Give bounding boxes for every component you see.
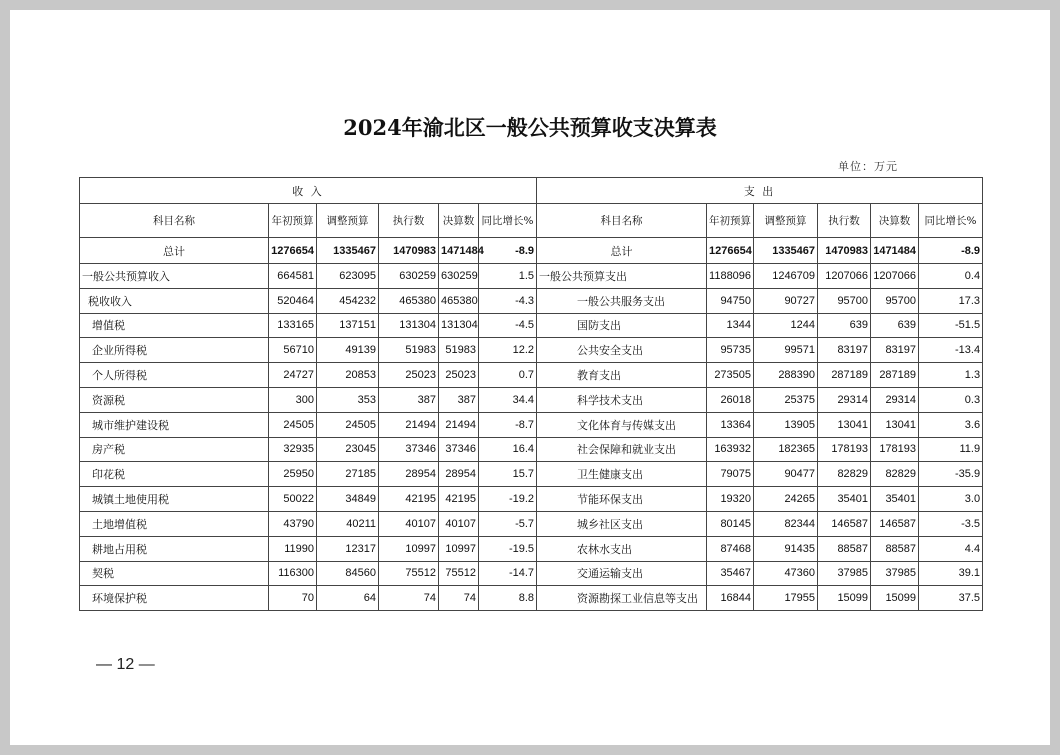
table-row [80,487,983,512]
unit-label: 单位：万元 [838,160,898,173]
income-value-cell: 1471484 [439,238,479,264]
expense-value-cell: 39.1 [919,561,983,586]
income-item-name: 契税 [80,561,269,586]
income-value-cell: 51983 [439,338,479,363]
income-value-cell: 34849 [317,487,379,512]
income-value-cell: 42195 [379,487,439,512]
expense-value-cell: 17.3 [919,288,983,313]
income-value-cell: 387 [379,387,439,412]
expense-value-cell: 83197 [871,338,919,363]
expense-value-cell: 37985 [871,561,919,586]
expense-value-cell: 13041 [818,412,871,437]
income-value-cell: 25023 [439,363,479,388]
expense-item-name: 社会保障和就业支出 [537,437,707,462]
income-value-cell: 49139 [317,338,379,363]
expense-value-cell: -8.9 [919,238,983,264]
income-value-cell: 40211 [317,511,379,536]
expense-value-cell: 83197 [818,338,871,363]
expense-value-cell: 82829 [871,462,919,487]
expense-value-cell: 88587 [818,536,871,561]
expense-value-cell: 1.3 [919,363,983,388]
table-row [80,288,983,313]
expense-value-cell: 87468 [707,536,754,561]
income-value-cell: 454232 [317,288,379,313]
table-row [80,387,983,412]
expense-value-cell: 95700 [818,288,871,313]
expense-value-cell: 29314 [871,387,919,412]
column-header: 科目名称 [80,204,269,238]
income-value-cell: 520464 [269,288,317,313]
income-value-cell: 300 [269,387,317,412]
expense-value-cell: 3.6 [919,412,983,437]
expense-section-header: 支 出 [537,178,983,204]
income-value-cell: 21494 [439,412,479,437]
income-value-cell: 37346 [439,437,479,462]
expense-value-cell: 26018 [707,387,754,412]
income-item-name: 房产税 [80,437,269,462]
page-number: — 12 — [96,656,155,673]
expense-value-cell: 163932 [707,437,754,462]
income-value-cell: 37346 [379,437,439,462]
table-row [80,238,983,264]
expense-item-name: 国防支出 [537,313,707,338]
income-value-cell: 1470983 [379,238,439,264]
income-value-cell: 12.2 [479,338,537,363]
income-value-cell: 387 [439,387,479,412]
expense-value-cell: 146587 [871,511,919,536]
income-value-cell: 131304 [439,313,479,338]
income-value-cell: -19.2 [479,487,537,512]
table-row [80,536,983,561]
expense-value-cell: 99571 [754,338,818,363]
income-value-cell: 630259 [379,264,439,289]
income-value-cell: 623095 [317,264,379,289]
income-value-cell: 10997 [439,536,479,561]
expense-item-name: 资源勘探工业信息等支出 [537,586,707,611]
income-item-name: 印花税 [80,462,269,487]
table-row [80,412,983,437]
income-value-cell: 116300 [269,561,317,586]
expense-value-cell: 1344 [707,313,754,338]
expense-value-cell: 1246709 [754,264,818,289]
expense-item-name: 卫生健康支出 [537,462,707,487]
income-value-cell: 1276654 [269,238,317,264]
expense-value-cell: 82829 [818,462,871,487]
expense-item-name: 一般公共预算支出 [537,264,707,289]
expense-value-cell: 287189 [871,363,919,388]
expense-value-cell: 182365 [754,437,818,462]
expense-value-cell: 35467 [707,561,754,586]
expense-value-cell: 639 [871,313,919,338]
income-value-cell: 630259 [439,264,479,289]
expense-value-cell: 1188096 [707,264,754,289]
column-header: 执行数 [818,204,871,238]
expense-value-cell: 88587 [871,536,919,561]
income-value-cell: 40107 [379,511,439,536]
expense-value-cell: 25375 [754,387,818,412]
expense-value-cell: 178193 [871,437,919,462]
column-header: 科目名称 [537,204,707,238]
table-row [80,363,983,388]
expense-value-cell: 287189 [818,363,871,388]
income-value-cell: 16.4 [479,437,537,462]
income-value-cell: 133165 [269,313,317,338]
expense-value-cell: 13041 [871,412,919,437]
expense-value-cell: -13.4 [919,338,983,363]
column-header: 同比增长% [919,204,983,238]
table-row [80,437,983,462]
income-item-name: 土地增值税 [80,511,269,536]
expense-value-cell: 90727 [754,288,818,313]
income-value-cell: 51983 [379,338,439,363]
income-value-cell: 664581 [269,264,317,289]
income-item-name: 总计 [80,238,269,264]
expense-value-cell: 16844 [707,586,754,611]
page-title: 2024年渝北区一般公共预算收支决算表 [343,115,717,140]
income-value-cell: 27185 [317,462,379,487]
income-value-cell: 56710 [269,338,317,363]
expense-value-cell: 146587 [818,511,871,536]
expense-value-cell: 19320 [707,487,754,512]
expense-item-name: 公共安全支出 [537,338,707,363]
income-item-name: 城镇土地使用税 [80,487,269,512]
expense-value-cell: 1207066 [871,264,919,289]
income-value-cell: 75512 [379,561,439,586]
income-value-cell: 28954 [439,462,479,487]
expense-value-cell: 13364 [707,412,754,437]
expense-value-cell: 3.0 [919,487,983,512]
expense-item-name: 教育支出 [537,363,707,388]
expense-item-name: 科学技术支出 [537,387,707,412]
income-value-cell: 24505 [269,412,317,437]
income-value-cell: 32935 [269,437,317,462]
expense-value-cell: 35401 [871,487,919,512]
expense-item-name: 节能环保支出 [537,487,707,512]
expense-item-name: 一般公共服务支出 [537,288,707,313]
column-header: 年初预算 [269,204,317,238]
expense-value-cell: 91435 [754,536,818,561]
income-item-name: 资源税 [80,387,269,412]
income-value-cell: 137151 [317,313,379,338]
income-value-cell: 24727 [269,363,317,388]
income-value-cell: -5.7 [479,511,537,536]
income-value-cell: -8.9 [479,238,537,264]
expense-value-cell: 79075 [707,462,754,487]
expense-item-name: 交通运输支出 [537,561,707,586]
income-value-cell: 23045 [317,437,379,462]
income-value-cell: 74 [379,586,439,611]
income-item-name: 耕地占用税 [80,536,269,561]
income-value-cell: 20853 [317,363,379,388]
income-value-cell: 8.8 [479,586,537,611]
income-value-cell: 353 [317,387,379,412]
income-value-cell: 1335467 [317,238,379,264]
column-header: 执行数 [379,204,439,238]
expense-value-cell: 35401 [818,487,871,512]
column-header: 年初预算 [707,204,754,238]
income-value-cell: 0.7 [479,363,537,388]
income-value-cell: 25950 [269,462,317,487]
income-value-cell: 1.5 [479,264,537,289]
expense-value-cell: 1335467 [754,238,818,264]
income-value-cell: 40107 [439,511,479,536]
income-value-cell: 15.7 [479,462,537,487]
income-item-name: 税收收入 [80,288,269,313]
income-item-name: 一般公共预算收入 [80,264,269,289]
expense-item-name: 农林水支出 [537,536,707,561]
income-value-cell: 64 [317,586,379,611]
income-value-cell: -4.5 [479,313,537,338]
expense-item-name: 文化体育与传媒支出 [537,412,707,437]
expense-value-cell: 90477 [754,462,818,487]
expense-value-cell: 4.4 [919,536,983,561]
income-value-cell: 11990 [269,536,317,561]
income-value-cell: 70 [269,586,317,611]
expense-value-cell: 1276654 [707,238,754,264]
income-value-cell: 10997 [379,536,439,561]
income-value-cell: -8.7 [479,412,537,437]
income-value-cell: 131304 [379,313,439,338]
income-value-cell: 12317 [317,536,379,561]
expense-value-cell: 1244 [754,313,818,338]
expense-value-cell: 178193 [818,437,871,462]
expense-value-cell: 37.5 [919,586,983,611]
income-item-name: 个人所得税 [80,363,269,388]
income-section-header: 收 入 [80,178,537,204]
expense-value-cell: 95700 [871,288,919,313]
expense-value-cell: -35.9 [919,462,983,487]
expense-value-cell: 273505 [707,363,754,388]
income-value-cell: 24505 [317,412,379,437]
expense-value-cell: 82344 [754,511,818,536]
expense-value-cell: 1471484 [871,238,919,264]
column-header: 决算数 [871,204,919,238]
expense-value-cell: 288390 [754,363,818,388]
income-item-name: 企业所得税 [80,338,269,363]
expense-value-cell: -51.5 [919,313,983,338]
income-value-cell: 21494 [379,412,439,437]
expense-value-cell: 94750 [707,288,754,313]
income-value-cell: 465380 [439,288,479,313]
expense-value-cell: 95735 [707,338,754,363]
income-item-name: 环境保护税 [80,586,269,611]
expense-value-cell: 0.3 [919,387,983,412]
column-header: 同比增长% [479,204,537,238]
expense-value-cell: 11.9 [919,437,983,462]
expense-value-cell: 80145 [707,511,754,536]
income-value-cell: -19.5 [479,536,537,561]
table-row [80,313,983,338]
income-value-cell: 25023 [379,363,439,388]
column-header: 调整预算 [317,204,379,238]
expense-value-cell: 37985 [818,561,871,586]
expense-value-cell: 24265 [754,487,818,512]
table-row [80,561,983,586]
table-row [80,511,983,536]
expense-value-cell: 15099 [871,586,919,611]
column-header: 调整预算 [754,204,818,238]
income-value-cell: 84560 [317,561,379,586]
expense-value-cell: -3.5 [919,511,983,536]
expense-value-cell: 1470983 [818,238,871,264]
income-value-cell: -4.3 [479,288,537,313]
expense-value-cell: 15099 [818,586,871,611]
income-value-cell: 465380 [379,288,439,313]
expense-item-name: 总计 [537,238,707,264]
expense-value-cell: 1207066 [818,264,871,289]
income-value-cell: 34.4 [479,387,537,412]
expense-value-cell: 29314 [818,387,871,412]
table-row [80,586,983,611]
income-value-cell: 42195 [439,487,479,512]
expense-value-cell: 17955 [754,586,818,611]
expense-value-cell: 47360 [754,561,818,586]
income-item-name: 增值税 [80,313,269,338]
income-item-name: 城市维护建设税 [80,412,269,437]
income-value-cell: 50022 [269,487,317,512]
income-value-cell: 28954 [379,462,439,487]
income-value-cell: -14.7 [479,561,537,586]
table-row [80,338,983,363]
income-value-cell: 75512 [439,561,479,586]
expense-value-cell: 639 [818,313,871,338]
budget-table [79,177,983,611]
expense-item-name: 城乡社区支出 [537,511,707,536]
expense-value-cell: 0.4 [919,264,983,289]
income-value-cell: 74 [439,586,479,611]
table-row [80,462,983,487]
column-header: 决算数 [439,204,479,238]
table-row [80,264,983,289]
income-value-cell: 43790 [269,511,317,536]
expense-value-cell: 13905 [754,412,818,437]
